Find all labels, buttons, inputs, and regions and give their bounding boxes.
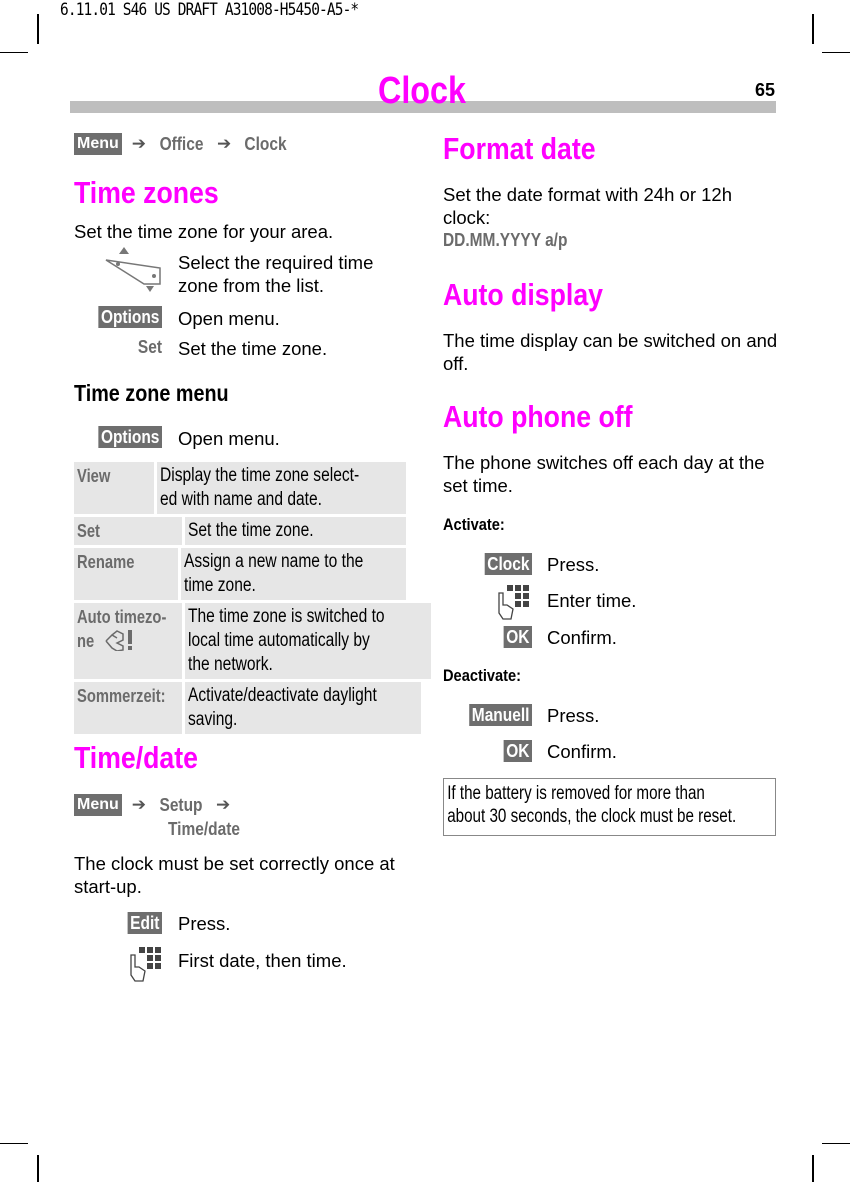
arrow-icon: ➔ (131, 795, 147, 814)
step-text: Open menu. (178, 428, 280, 449)
note-line: about 30 seconds, the clock must be reset. (447, 806, 737, 827)
step-text: Enter time. (547, 590, 637, 611)
menu-key: Menu (74, 133, 122, 155)
row-label: View (77, 466, 111, 486)
row-desc: saving. (188, 709, 238, 730)
ok-key: OK (504, 626, 532, 648)
row-desc: local time automatically by (188, 630, 370, 651)
crop-mark (822, 1143, 850, 1144)
step-text: Press. (547, 554, 600, 575)
crop-mark (812, 14, 814, 44)
clock-key: Clock (485, 553, 532, 575)
heading-auto-display: Auto display (443, 277, 603, 312)
heading-time-date: Time/date (74, 740, 198, 775)
options-key: Options (98, 306, 162, 328)
activate-label: Activate: (443, 515, 505, 534)
breadcrumb-setup: Setup (159, 794, 203, 815)
row-desc: time zone. (184, 575, 257, 596)
row-desc: ed with name and date. (160, 489, 323, 510)
step-text: Open menu. (178, 308, 280, 329)
breadcrumb (74, 794, 230, 816)
keypad-icon (127, 945, 163, 985)
page-title: Clock (378, 70, 466, 112)
row-label: Rename (77, 552, 135, 572)
arrow-icon: ➔ (131, 134, 147, 153)
table-row (74, 548, 406, 600)
table-row (74, 462, 406, 514)
table-row (74, 682, 406, 734)
breadcrumb-time-date: Time/date (168, 819, 240, 839)
row-label: ne (77, 631, 95, 651)
time-zone-menu-table (74, 462, 406, 737)
heading-auto-phone-off: Auto phone off (443, 399, 633, 434)
crop-mark (0, 52, 28, 53)
table-row (74, 517, 406, 545)
crop-mark (812, 1155, 814, 1182)
edit-key: Edit (128, 912, 162, 934)
breadcrumb (74, 133, 290, 155)
crop-mark (37, 1155, 39, 1182)
deactivate-label: Deactivate: (443, 666, 522, 685)
menu-key: Menu (74, 794, 122, 816)
network-dependent-icon (103, 629, 137, 651)
navigation-key-icon (104, 244, 164, 294)
step-text: First date, then time. (178, 950, 347, 971)
heading-time-zones: Time zones (74, 175, 219, 210)
draft-line: 6.11.01 S46 US DRAFT A31008-H5450-A5-* (60, 0, 359, 20)
breadcrumb-office: Office (159, 133, 204, 154)
crop-mark (37, 14, 39, 44)
step-text: Confirm. (547, 627, 617, 648)
keypad-icon (495, 583, 531, 623)
row-desc: Assign a new name to the (184, 551, 364, 572)
time-date-intro: The clock must be set correctly once at start-up. (74, 853, 395, 897)
manuell-key: Manuell (469, 704, 532, 726)
step-text: Set the time zone. (178, 338, 328, 359)
note-line: If the battery is removed for more than (447, 783, 705, 804)
arrow-icon: ➔ (217, 134, 232, 153)
row-desc: the network. (188, 654, 273, 675)
time-zones-intro: Set the time zone for your area. (74, 221, 334, 242)
options-key: Options (98, 426, 162, 448)
row-desc: The time zone is switched to (188, 606, 385, 627)
auto-off-text: The phone switches off each day at the set time. (443, 452, 765, 496)
heading-time-zone-menu: Time zone menu (74, 380, 229, 406)
row-label: Set (77, 521, 100, 541)
format-date-text: Set the date format with 24h or 12h clock: (443, 184, 732, 228)
row-desc: Display the time zone select- (160, 465, 360, 486)
step-text: Confirm. (547, 741, 617, 762)
arrow-icon: ➔ (216, 795, 231, 814)
row-desc: Activate/deactivate daylight (188, 685, 377, 706)
step-text: Press. (547, 705, 600, 726)
step-text: Press. (178, 913, 231, 934)
crop-mark (822, 52, 850, 53)
row-label: Auto timezo- (77, 607, 167, 627)
crop-mark (0, 1143, 28, 1144)
heading-format-date: Format date (443, 131, 596, 166)
auto-display-text: The time display can be switched on and off. (443, 330, 778, 374)
table-row (74, 603, 406, 679)
ok-key: OK (504, 740, 532, 762)
breadcrumb-clock: Clock (244, 133, 287, 154)
row-desc: Set the time zone. (188, 520, 314, 541)
row-label: Sommerzeit: (77, 686, 166, 706)
battery-note (443, 778, 776, 836)
page-number: 65 (755, 80, 776, 100)
set-key: Set (137, 337, 162, 357)
date-format-value: DD.MM.YYYY a/p (443, 230, 568, 250)
step-text: Select the required time zone from the list. (178, 252, 374, 296)
